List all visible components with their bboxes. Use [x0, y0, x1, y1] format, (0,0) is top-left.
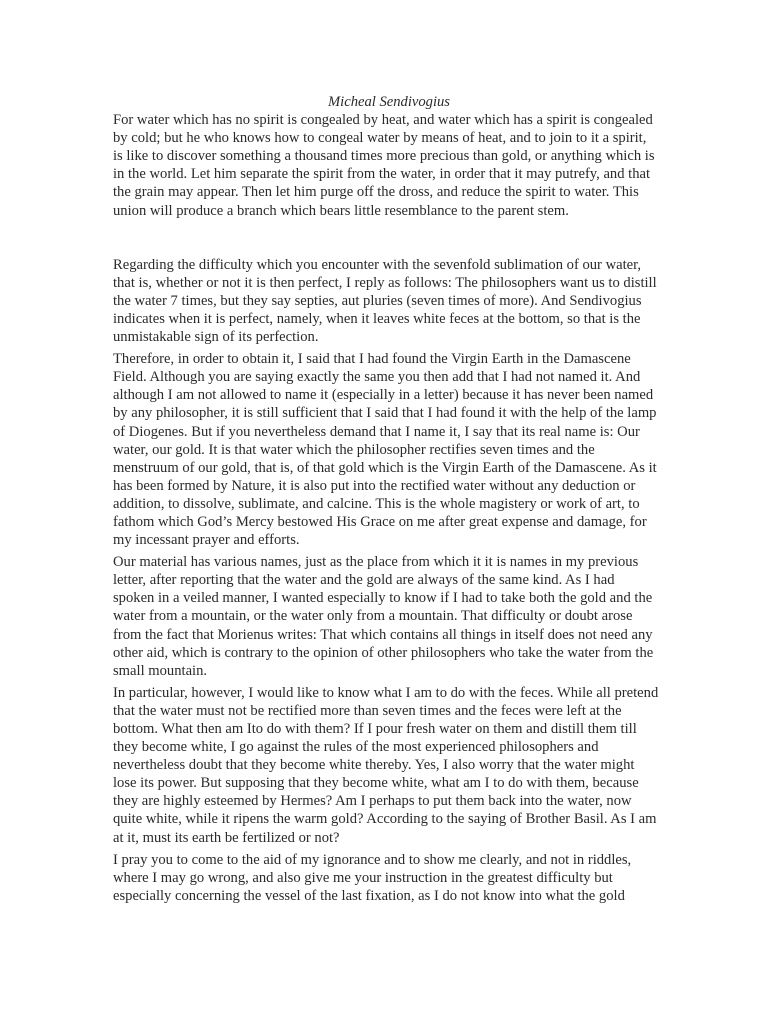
paragraph-2: Regarding the difficulty which you encounter with the sevenfold sublimation of our water, that is, whether or not it is then perfect, I reply as follows: The philosophers want us to distill the water 7 times, but they say septies, aut pluries (seven times of more). And Sendivogius indicates when it is perfect, namely, when it leaves white feces at the bottom, so that is the unmistakable sign of its perfection. [113, 256, 657, 346]
document-body [113, 93, 659, 905]
paragraph-4: Our material has various names, just as the place from which it it is names in my previous letter, after reporting that the water and the gold are always of the same kind. As I had spoken in a veiled manner, I wanted especially to know if I had to take both the gold and the water from a mountain, or the water only from a mountain. That difficulty or doubt arose from the fact that Morienus writes: That which contains all things in itself does not need any other aid, which is contrary to the opinion of other philosophers who take the water from the small mountain. [113, 554, 654, 679]
paragraph-5: In particular, however, I would like to know what I am to do with the feces. While all pretend that the water must not be rectified more than seven times and the feces were left at the bottom. What then am Ito do with them? If I pour fresh water on them and distill them till they become white, I go against the rules of the most experienced philosophers and nevertheless doubt that they become white thereby. Yes, I also worry that the water might lose its power. But supposing that they become white, what am I to do with them, because they are highly esteemed by Hermes? Am I perhaps to put them back into the water, now quite white, while it ripens the warm gold? According to the saying of Brother Basil. As I am at it, must its earth be fertilized or not? [113, 684, 659, 846]
paragraph-3: Therefore, in order to obtain it, I said that I had found the Virgin Earth in the Damascene Field. Although you are saying exactly the same you then add that I had not named it. And although I am not allowed to name it (especially in a letter) because it has never been named by any philosopher, it is still sufficient that I said that I had found it with the help of the lamp of Diogenes. But if you nevertheless demand that I name it, I say that its real name is: Our water, our gold. It is that water which the philosopher rectifies seven times and the menstruum of our gold, that is, of that gold which is the Virgin Earth of the Damascene. As it has been formed by Nature, it is also put into the rectified water without any deduction or addition, to dissolve, sublimate, and calcine. This is the whole magistery or work of art, to fathom which God’s Mercy bestowed His Grace on me after great expense and damage, for my incessant prayer and efforts. [113, 351, 657, 549]
paragraph-6: I pray you to come to the aid of my ignorance and to show me clearly, and not in riddles, where I may go wrong, and also give me your instruction in the greatest difficulty but especially concerning the vessel of the last fixation, as I do not know into what the gold [113, 851, 632, 904]
paragraph-1: For water which has no spirit is congealed by heat, and water which has a spirit is congealed by cold; but he who knows how to congeal water by means of heat, and to join to it a spirit, is like to discover something a thousand times more precious than gold, or anything which is in the world. Let him separate the spirit from the water, in order that it may putrefy, and that the grain may appear. Then let him purge off the dross, and reduce the spirit to water. This union will produce a branch which bears little resemblance to the parent stem. [113, 112, 655, 219]
document-title: Micheal Sendivogius [328, 94, 450, 110]
